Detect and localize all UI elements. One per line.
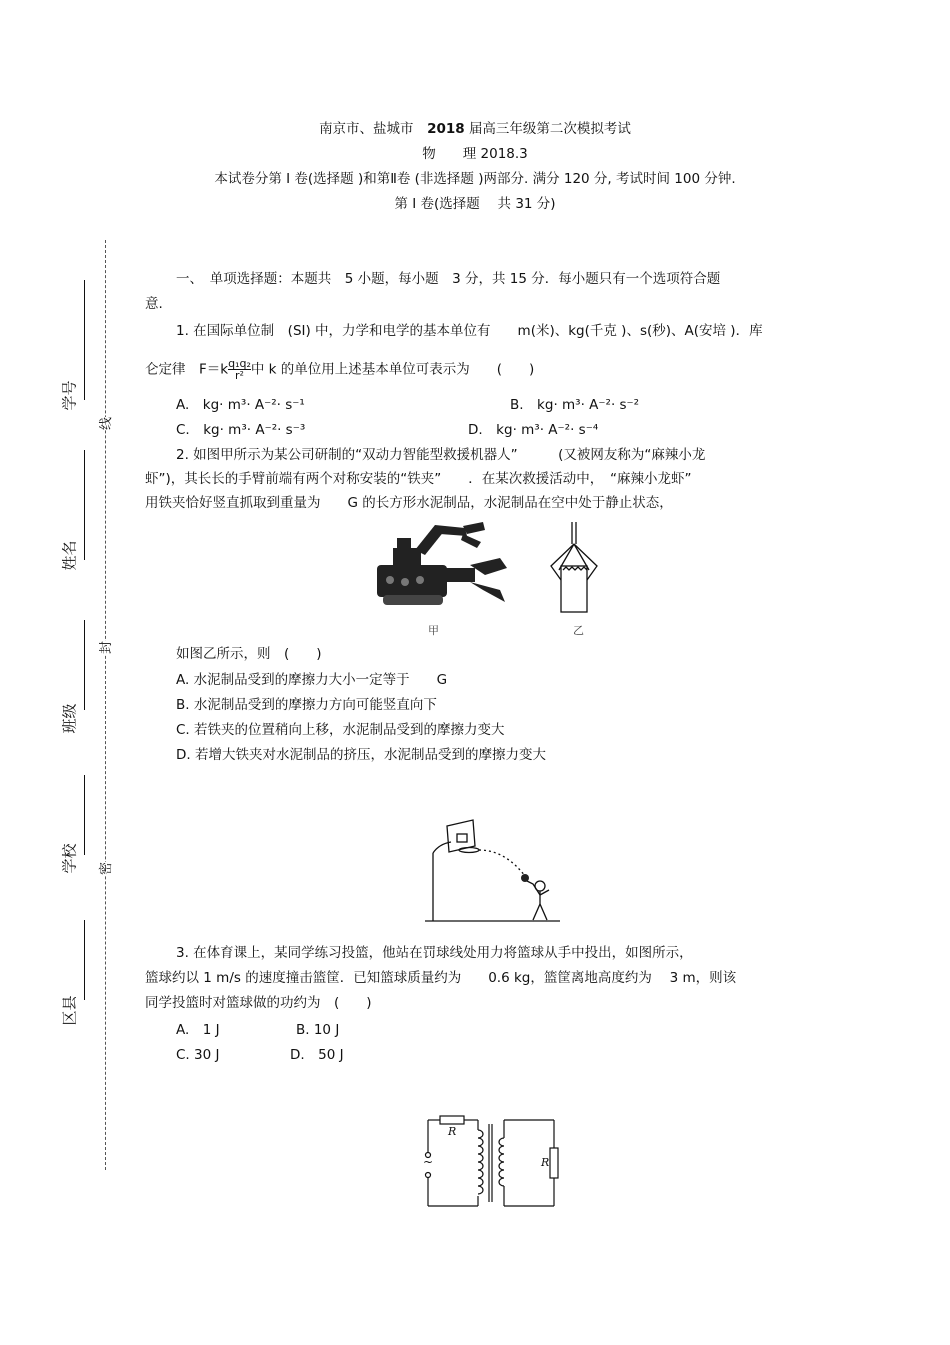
field-line-class (84, 620, 85, 710)
q3-option-a: A. 1 J (176, 1022, 220, 1038)
part1-title: 第 Ⅰ 卷(选择题 共 31 分) (394, 196, 556, 212)
exam-subject: 物 理 2018.3 (422, 146, 528, 162)
q2-stem-line3: 用铁夹恰好竖直抓取到重量为 G 的长方形水泥制品，水泥制品在空中处于静止状态， (145, 495, 673, 511)
q3-option-b: B. 10 J (296, 1022, 340, 1038)
q3-stem-line3: 同学投篮时对篮球做的功约为 ( ) (145, 995, 372, 1011)
q3-stem-line1: 3. 在体育课上，某同学练习投篮，他站在罚球线处用力将篮球从手中投出，如图所示， (176, 945, 693, 961)
field-label-class: 班级 (60, 703, 79, 734)
q2-stem-line2: 虾”)，其长长的手臂前端有两个对称安装的“铁夹” ．在某次救援活动中， “麻辣小龙虾” (145, 471, 692, 487)
exam-info: 本试卷分第 Ⅰ 卷(选择题 )和第Ⅱ卷 (非选择题 )两部分. 满分 120 分, 考试时间 100 分钟. (214, 171, 736, 187)
field-line-student-id (84, 280, 85, 400)
q2-stem-line1: 2. 如图甲所示为某公司研制的“双动力智能型救援机器人” (又被网友称为“麻辣小龙 (176, 447, 706, 463)
q1-option-c: C. kg· m³· A⁻²· s⁻³ (176, 422, 306, 438)
section1-title-cont: 意. (145, 296, 163, 312)
q1-option-b: B. kg· m³· A⁻²· s⁻² (510, 397, 640, 413)
exam-title: 南京市、盐城市 2018 届高三年级第二次模拟考试 (319, 121, 631, 137)
field-line-district (84, 920, 85, 1000)
q1-option-a: A. kg· m³· A⁻²· s⁻¹ (176, 397, 305, 413)
field-label-school: 学校 (60, 843, 79, 874)
robot-figure (375, 520, 520, 615)
basketball-figure (425, 818, 565, 928)
clamp-figure (545, 520, 610, 618)
section1-title: 一、 单项选择题：本题共 5 小题，每小题 3 分，共 15 分．每小题只有一个选项符合题 (176, 271, 721, 287)
q2-option-c: C. 若铁夹的位置稍向上移，水泥制品受到的摩擦力变大 (176, 722, 505, 738)
field-label-name: 姓名 (60, 540, 79, 571)
q3-stem-line2: 篮球约以 1 m/s 的速度撞击篮筐．已知篮球质量约为 0.6 kg，篮筐离地高度约为 3 m，则该 (145, 970, 737, 986)
field-label-district: 区县 (60, 995, 79, 1026)
figure-caption-b: 乙 (573, 624, 584, 637)
q2-option-a: A. 水泥制品受到的摩擦力大小一定等于 G (176, 672, 448, 688)
q1-stem-line1: 1. 在国际单位制 (SI) 中，力学和电学的基本单位有 m(米)、kg(千克 )、s(秒)、A(安培 )．库 (176, 323, 763, 339)
q3-option-c: C. 30 J (176, 1047, 220, 1063)
figure-caption-a: 甲 (428, 624, 439, 637)
field-label-student-id: 学号 (60, 380, 79, 411)
q2-option-b: B. 水泥制品受到的摩擦力方向可能竖直向下 (176, 697, 437, 713)
field-line-name (84, 450, 85, 560)
resistor-label-right: R (541, 1156, 550, 1169)
q2-option-d: D. 若增大铁夹对水泥制品的挤压，水泥制品受到的摩擦力变大 (176, 747, 546, 763)
seal-label-seal: 封 (93, 641, 116, 654)
seal-label-secret: 密 (93, 862, 116, 875)
q1-option-d: D. kg· m³· A⁻²· s⁻⁴ (468, 422, 599, 438)
seal-label-line: 线 (93, 417, 116, 430)
ac-source-symbol: ~ (423, 1155, 434, 1169)
resistor-label-left: R (448, 1125, 457, 1138)
q1-stem-line2: 仑定律 F＝k $\frac{\text{q₁q₂}}{\text{r²}}$ 中 k 的单位用上述基本单位可表示为 ( ) (145, 357, 535, 382)
q2-stem-line4: 如图乙所示，则 ( ) (176, 646, 322, 662)
seal-dashed-line (105, 240, 106, 1170)
field-line-school (84, 775, 85, 855)
coulomb-fraction: $\frac{\text{q₁q₂}}{\text{r²}}$ (228, 357, 251, 382)
q3-option-d: D. 50 J (290, 1047, 344, 1063)
